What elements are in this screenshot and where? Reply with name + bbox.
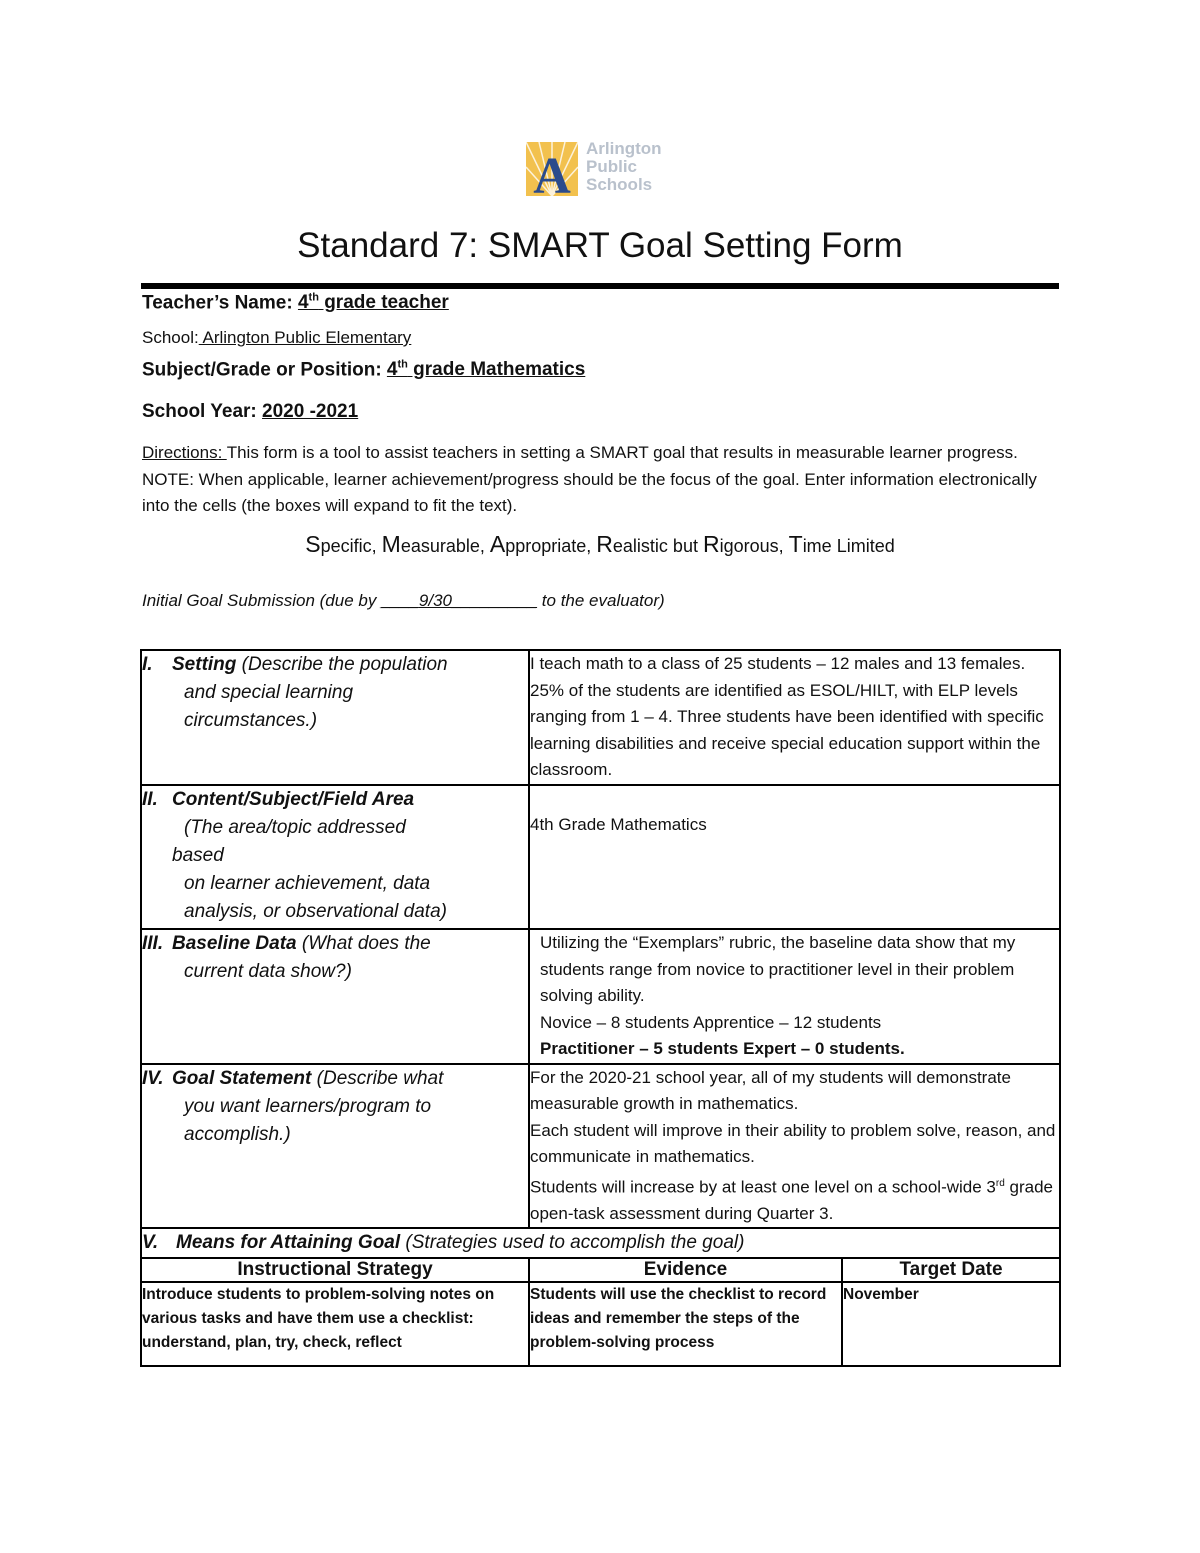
- strategy-header-row: [141, 1258, 1060, 1282]
- page-title: Standard 7: SMART Goal Setting Form: [297, 226, 903, 265]
- baseline-data-label: III. Baseline Data (What does the current data show?): [141, 929, 529, 1064]
- goal-statement-row: [141, 1064, 1060, 1229]
- means-label: V. Means for Attaining Goal (Strategies used to accomplish the goal): [141, 1228, 1060, 1258]
- content-row: [141, 785, 1060, 929]
- logo-emblem: [526, 142, 578, 196]
- directions-text: Directions: This form is a tool to assist teachers in setting a SMART goal that results in measurable learner progress. NOTE: When applicable, learner achievement/progress should be the focus of the goal. Enter information electronically into the cells (the boxes will expand to fit the text).: [142, 443, 1037, 515]
- teacher-name-field: Teacher’s Name: 4th grade teacher: [142, 292, 449, 314]
- goal-table: [140, 649, 1061, 1367]
- evidence-cell[interactable]: Students will use the checklist to record ideas and remember the steps of the problem-solving process: [529, 1282, 842, 1366]
- strategy-header: Instructional Strategy: [141, 1258, 529, 1282]
- svg-text:A: A: [533, 148, 571, 196]
- subject-field: Subject/Grade or Position: 4th grade Mathematics: [142, 359, 586, 381]
- setting-row: [141, 650, 1060, 785]
- content-area-label: II. Content/Subject/Field Area (The area/topic addressed based on learner achievement, data analysis, or observational data): [141, 785, 529, 929]
- school-field: School: Arlington Public Elementary: [142, 328, 412, 347]
- means-row: [141, 1228, 1060, 1258]
- content-area-input[interactable]: 4th Grade Mathematics: [529, 785, 1060, 929]
- logo-wordmark: Arlington Public Schools: [586, 139, 662, 194]
- school-year-field: School Year: 2020 -2021: [142, 401, 359, 422]
- title-rule: [141, 283, 1059, 289]
- arlington-logo: [526, 140, 678, 200]
- smart-acronym: Specific, Measurable, Appropriate, Realistic but Rigorous, Time Limited: [305, 531, 895, 557]
- goal-statement-label: IV. Goal Statement (Describe what you want learners/program to accomplish.): [141, 1064, 529, 1229]
- setting-input[interactable]: I teach math to a class of 25 students – 12 males and 13 females. 25% of the students are identified as ESOL/HILT, with ELP levels ranging from 1 – 4. Three students have been identified with specific learning disabilities and receive special education support within the classroom.: [529, 650, 1060, 785]
- baseline-row: [141, 929, 1060, 1064]
- evidence-header: Evidence: [529, 1258, 842, 1282]
- initial-submission-line: Initial Goal Submission (due by ____9/30_________ to the evaluator): [142, 591, 665, 610]
- setting-label: I. Setting (Describe the population and special learning circumstances.): [141, 650, 529, 785]
- goal-statement-input[interactable]: For the 2020-21 school year, all of my students will demonstrate measurable growth in mathematics. Each student will improve in their ability to problem solve, reason, and communicate in mathematics. Students will increase by at least one level on a school-wide 3rd grade open-task assessment during Quarter 3.: [529, 1064, 1060, 1229]
- strategy-row: [141, 1282, 1060, 1366]
- baseline-data-input[interactable]: Utilizing the “Exemplars” rubric, the baseline data show that my students range from novice to practitioner level in their problem solving ability. Novice – 8 students Apprentice – 12 students Practitioner – 5 students Expert – 0 students.: [529, 929, 1060, 1064]
- strategy-cell[interactable]: Introduce students to problem-solving notes on various tasks and have them use a checklist: understand, plan, try, check, reflect: [141, 1282, 529, 1366]
- target-date-cell[interactable]: November: [842, 1282, 1060, 1366]
- target-date-header: Target Date: [842, 1258, 1060, 1282]
